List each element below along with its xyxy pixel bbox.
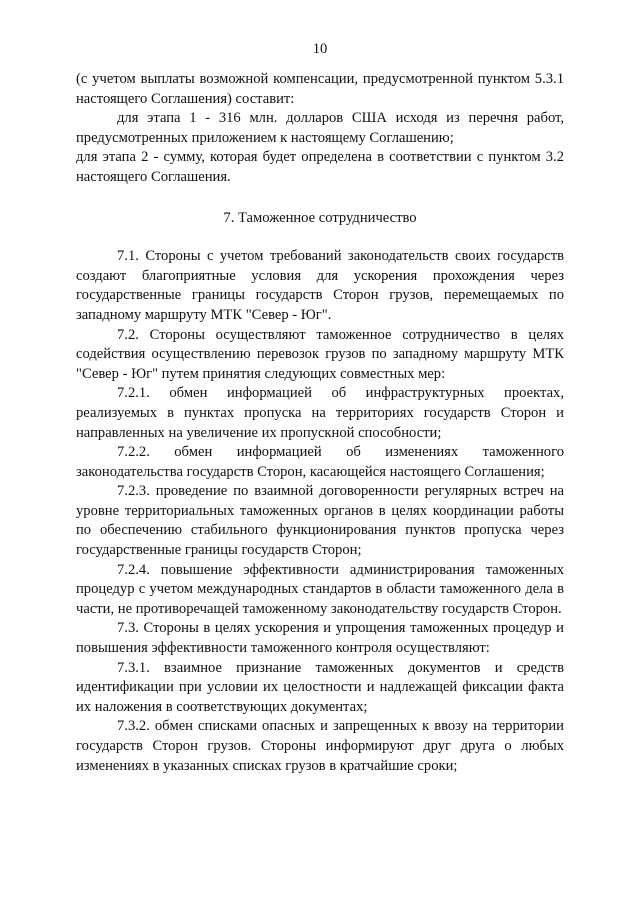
paragraph: 7.1. Стороны с учетом требований законодательств своих государств создают благоприятные условия для ускорения прохождения через государственные границы государств Сторон грузов, перемещаемых по западному маршруту МТК "Север - Юг". — [76, 248, 564, 323]
page-number: 10 — [312, 41, 328, 57]
paragraph: 7.2.2. обмен информацией об изменениях таможенного законодательства государств Сторон, касающейся настоящего Соглашения; — [76, 444, 564, 480]
paragraph: для этапа 2 - сумму, которая будет определена в соответствии с пунктом 3.2 настоящего Соглашения. — [76, 149, 564, 185]
paragraphs-before — [76, 70, 564, 188]
paragraph: 7.3.2. обмен списками опасных и запрещенных к ввозу на территории государств Сторон грузов. Стороны информируют друг друга о любых изменениях в указанных списках грузов в кратчайшие сроки; — [76, 718, 564, 774]
paragraph: 7.2.4. повышение эффективности администрирования таможенных процедур с учетом международных стандартов в области таможенного дела в части, не противоречащей таможенному законодательству государств Сторон. — [76, 561, 564, 617]
paragraph: для этапа 1 - 316 млн. долларов США исходя из перечня работ, предусмотренных приложением к настоящему Соглашению; — [76, 110, 564, 146]
paragraph: (с учетом выплаты возможной компенсации, предусмотренной пунктом 5.3.1 настоящего Соглашения) составит: — [76, 71, 564, 107]
paragraph: 7.2.3. проведение по взаимной договоренности регулярных встреч на уровне территориальных таможенных органов в целях координации работы по обеспечению стабильного функционирования пунктов пропуска через государственные границы государств Сторон; — [76, 483, 564, 559]
section-heading: 7. Таможенное сотрудничество — [223, 209, 417, 226]
paragraph: 7.2. Стороны осуществляют таможенное сотрудничество в целях содействия осуществлению перевозок грузов по западному маршруту МТК "Север - Юг" путем принятия следующих совместных мер: — [76, 326, 564, 382]
paragraph: 7.3. Стороны в целях ускорения и упрощения таможенных процедур и повышения эффективности таможенного контроля осуществляют: — [76, 620, 564, 657]
document-body — [76, 70, 564, 776]
paragraph: 7.2.1. обмен информацией об инфраструктурных проектах, реализуемых в пунктах пропуска на территориях государств Сторон и направленных на увеличение их пропускной способности; — [76, 385, 564, 441]
paragraph: 7.3.1. взаимное признание таможенных документов и средств идентификации при условии их целостности и надлежащей фиксации факта их наложения в соответствующих документах; — [76, 659, 564, 715]
paragraphs-after — [76, 247, 564, 776]
